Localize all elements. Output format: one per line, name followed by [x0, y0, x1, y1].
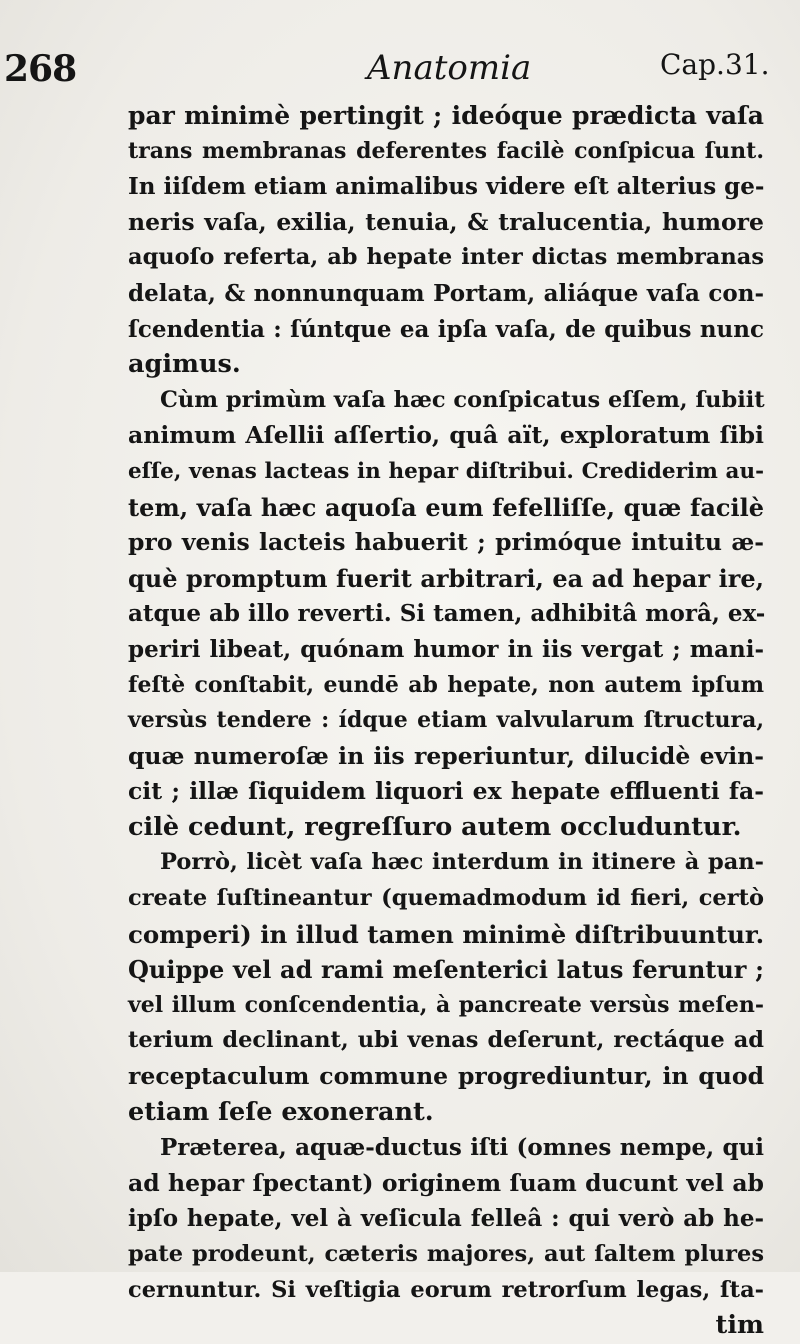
text-line: cilè cedunt, regreſſuro autem occluduntur.: [128, 811, 742, 842]
text-line: atque ab illo reverti. Si tamen, adhibitâ morâ, ex-: [128, 600, 766, 628]
text-line: create ſuſtineantur (quemadmodum id fieri, certò: [128, 885, 764, 912]
text-line: eſſe, venas lacteas in hepar diſtribui. Crediderim au-: [128, 458, 764, 484]
text-line: periri libeat, quónam humor in iis vergat ; mani-: [128, 635, 764, 663]
text-line: què promptum fuerit arbitrari, ea ad hepar ire,: [128, 563, 764, 593]
body-text: [128, 98, 764, 1344]
running-title: Anatomia: [367, 48, 532, 88]
text-line: neris vaſa, exilia, tenuia, & tralucentia, humore: [128, 207, 764, 236]
text-line: cit ; illæ ſiquidem liquori ex hepate effluenti fa-: [128, 777, 764, 806]
text-line: Porrò, licèt vaſa hæc interdum in itinere à pan-: [160, 849, 764, 876]
text-line: versùs tendere : ídque etiam valvularum ſtructura,: [128, 707, 764, 734]
page-header: [0, 44, 800, 94]
text-line: Quippe vel ad rami meſenterici latus feruntur ;: [128, 955, 764, 985]
text-line: aquoſo referta, ab hepate inter dictas membranas: [128, 244, 764, 271]
text-line: etiam ſeſe exonerant.: [128, 1096, 434, 1127]
text-line: In iiſdem etiam animalibus videre eſt alterius ge-: [128, 173, 765, 201]
text-line: Cùm primùm vaſa hæc conſpicatus eſſem, ſubiit: [160, 386, 765, 413]
text-line: ad hepar ſpectant) originem ſuam ducunt vel ab: [128, 1168, 764, 1197]
text-line: Præterea, aquæ-ductus iſti (omnes nempe, qui: [160, 1134, 764, 1162]
text-line: pro venis lacteis habuerit ; primóque intuitu æ-: [128, 528, 764, 557]
text-line: trans membranas deferentes facilè conſpicua ſunt.: [128, 137, 764, 164]
text-line: par minimè pertingit ; ideóque prædicta vaſa: [128, 101, 764, 130]
text-line: ipſo hepate, vel à veſicula felleâ : qui verò ab he-: [128, 1205, 764, 1233]
text-line: feſtè conſtabit, eundē ab hepate, non autem ipſum: [128, 671, 764, 698]
text-line: terium declinant, ubi venas deſerunt, rectáque ad: [128, 1027, 764, 1054]
text-line: delata, & nonnunquam Portam, aliáque vaſa con-: [128, 279, 764, 307]
chapter-label: Cap.31.: [660, 48, 770, 81]
text-line: receptaculum commune progrediuntur, in quod: [128, 1062, 764, 1091]
text-line: cernuntur. Si veſtigia eorum retrorſum legas, ſta-: [128, 1276, 764, 1303]
text-line: quæ numeroſæ in iis reperiuntur, dilucidè evin-: [128, 741, 764, 770]
text-line: ſcendentia : ſúntque ea ipſa vaſa, de quibus nunc: [128, 315, 764, 343]
text-line: comperi) in illud tamen minimè diſtribuuntur.: [128, 919, 765, 949]
text-line: pate prodeunt, cæteris majores, aut ſaltem plures: [128, 1241, 764, 1267]
text-line: agimus.: [128, 349, 241, 380]
text-line: tem, vaſa hæc aquoſa eum fefelliſſe, quæ facilè: [128, 492, 764, 522]
text-line: animum Aſellii aſſertio, quâ aït, exploratum ſibi: [128, 421, 764, 450]
text-line: tim: [715, 1310, 764, 1341]
page-number: 268: [4, 48, 77, 90]
text-line: vel illum conſcendentia, à pancreate versùs meſen-: [128, 991, 764, 1018]
